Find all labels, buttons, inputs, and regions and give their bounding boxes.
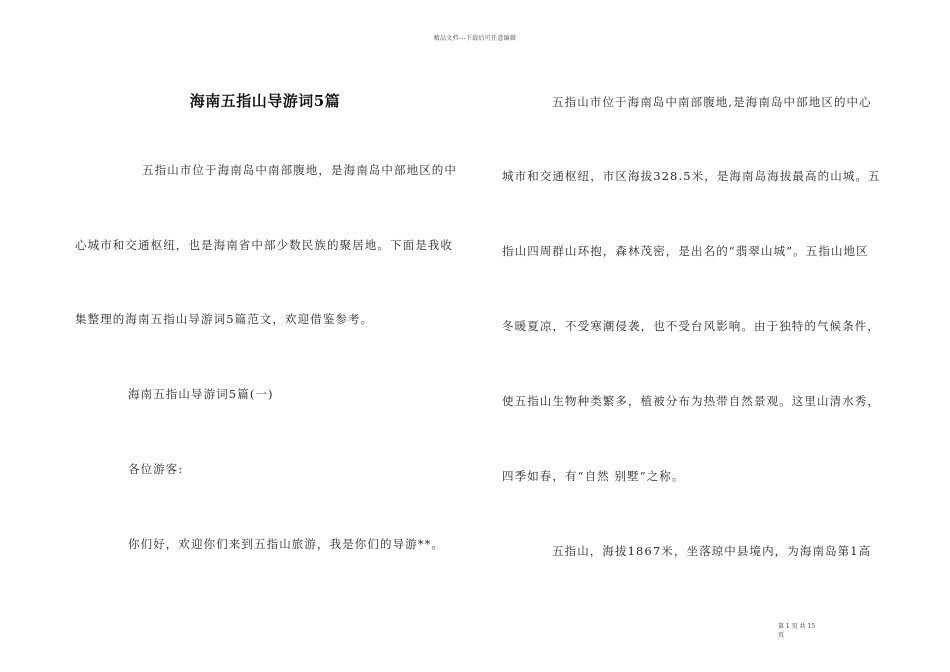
page-header-note: 精品文档---下载后可任意编辑 <box>433 35 517 42</box>
paragraph-line: 心城市和交通枢纽，也是海南省中部少数民族的聚居地。下面是我收 <box>75 238 453 252</box>
paragraph-line: 五指山市位于海南岛中南部腹地,是海南岛中部地区的中心 <box>552 95 872 109</box>
paragraph-line: 使五指山生物种类繁多，植被分布为热带自然景观。这里山清水秀， <box>502 394 880 408</box>
paragraph-line: 指山四周群山环抱，森林茂密，是出名的“翡翠山城”。五指山地区 <box>502 244 869 258</box>
paragraph-line: 你们好，欢迎你们来到五指山旅游，我是你们的导游**。 <box>128 537 445 551</box>
document-title: 海南五指山导游词5篇 <box>189 92 341 110</box>
section-heading: 海南五指山导游词5篇(一) <box>128 387 274 401</box>
page-number-line-wrap: 页 <box>778 632 785 639</box>
paragraph-line: 五指山市位于海南岛中南部腹地，是海南岛中部地区的中 <box>142 163 457 177</box>
page-number-line: 第 1 页 共 15 <box>778 623 816 630</box>
paragraph-line: 集整理的海南五指山导游词5篇范文，欢迎借鉴参考。 <box>75 312 374 326</box>
paragraph-line: 五指山，海拔1867米，坐落琼中县境内，为海南岛第1高 <box>552 544 872 558</box>
paragraph-line: 冬暖夏凉，不受寒潮侵袭，也不受台风影响。由于独特的气候条件， <box>502 319 880 333</box>
paragraph-line: 四季如春，有“自然 别墅”之称。 <box>502 469 685 483</box>
paragraph-line: 城市和交通枢纽，市区海拔328.5米，是海南岛海拔最高的山城。五 <box>502 169 881 183</box>
page-footer <box>778 622 815 640</box>
greeting-line: 各位游客: <box>128 462 184 476</box>
